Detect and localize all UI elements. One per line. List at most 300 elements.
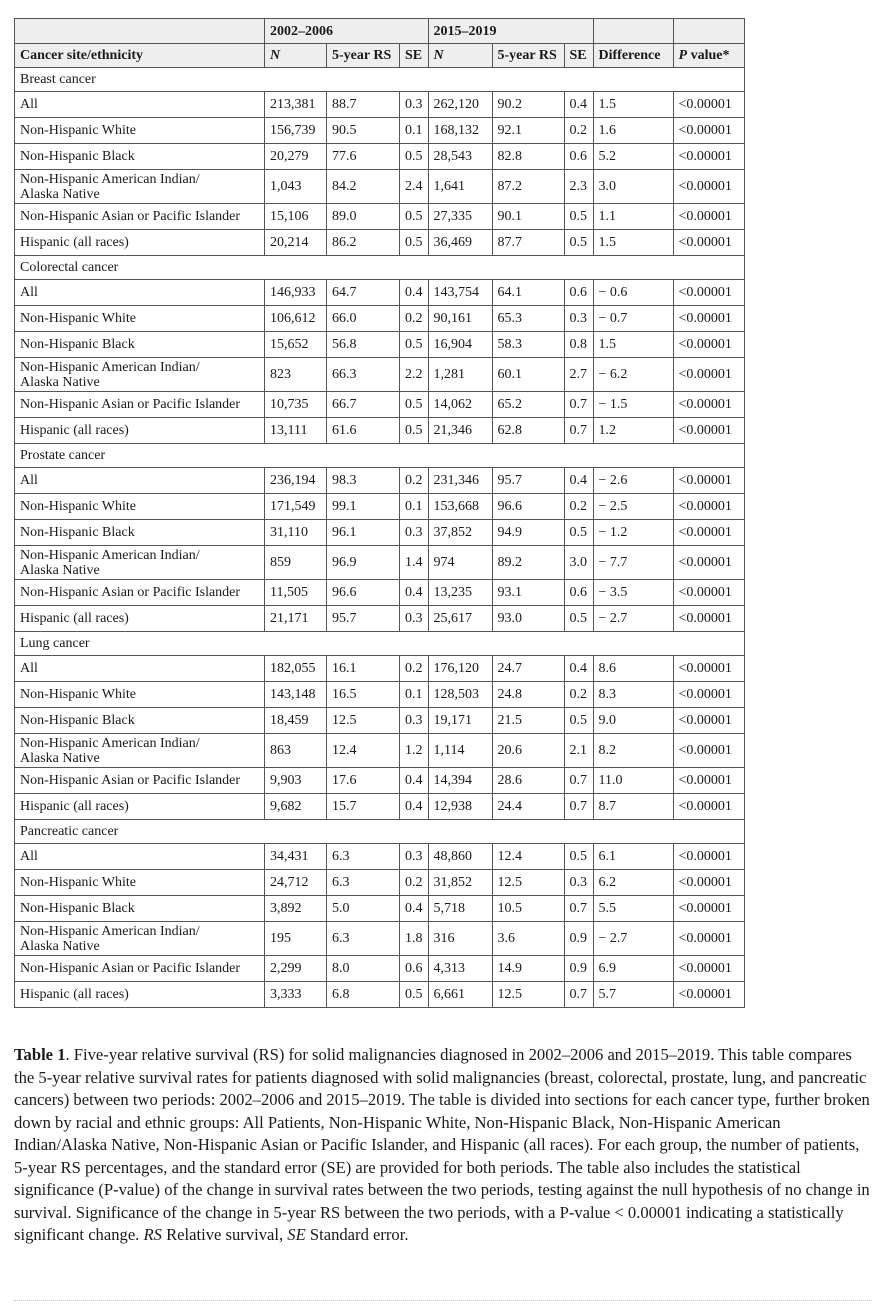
table-row — [15, 768, 745, 794]
cell-n2: 28,543 — [428, 144, 492, 170]
table-row — [15, 520, 745, 546]
cell-rs1: 66.3 — [327, 358, 400, 392]
cell-rs2: 28.6 — [492, 768, 564, 794]
header-period-2015-2019: 2015–2019 — [428, 19, 593, 44]
cell-se1: 1.4 — [400, 546, 429, 580]
header-site-ethnicity: Cancer site/ethnicity — [15, 44, 265, 68]
cell-p: <0.00001 — [673, 306, 744, 332]
row-label — [15, 656, 265, 682]
cell-p: <0.00001 — [673, 734, 744, 768]
row-label-line1: All — [20, 473, 38, 488]
cell-n1: 9,903 — [265, 768, 327, 794]
cell-rs1: 8.0 — [327, 956, 400, 982]
cell-se2: 0.8 — [564, 332, 593, 358]
cell-se1: 0.4 — [400, 768, 429, 794]
table-row — [15, 794, 745, 820]
header-n-period1: N — [265, 44, 327, 68]
row-label-line1: Hispanic (all races) — [20, 987, 129, 1002]
table-caption — [14, 1044, 872, 1247]
header-rs-period1: 5-year RS — [327, 44, 400, 68]
cell-n1: 18,459 — [265, 708, 327, 734]
row-label — [15, 682, 265, 708]
row-label-line1: Non-Hispanic White — [20, 687, 136, 702]
cell-rs2: 24.7 — [492, 656, 564, 682]
cell-se2: 0.6 — [564, 280, 593, 306]
table-row — [15, 170, 745, 204]
cell-se1: 1.2 — [400, 734, 429, 768]
row-label — [15, 982, 265, 1008]
row-label-line1: Non-Hispanic Black — [20, 713, 135, 728]
cell-rs1: 15.7 — [327, 794, 400, 820]
cell-rs1: 89.0 — [327, 204, 400, 230]
cell-diff: 11.0 — [593, 768, 673, 794]
table-row — [15, 418, 745, 444]
row-label — [15, 956, 265, 982]
cell-n1: 859 — [265, 546, 327, 580]
cell-rs1: 66.7 — [327, 392, 400, 418]
cell-se2: 0.5 — [564, 606, 593, 632]
cell-se1: 0.3 — [400, 708, 429, 734]
cell-n2: 19,171 — [428, 708, 492, 734]
table-row — [15, 494, 745, 520]
cell-se2: 0.5 — [564, 204, 593, 230]
cell-n1: 20,279 — [265, 144, 327, 170]
row-label-line1: Non-Hispanic White — [20, 311, 136, 326]
cell-diff: − 3.5 — [593, 580, 673, 606]
cell-rs1: 96.9 — [327, 546, 400, 580]
table-row — [15, 734, 745, 768]
cell-n1: 106,612 — [265, 306, 327, 332]
cell-se2: 0.4 — [564, 468, 593, 494]
cell-p: <0.00001 — [673, 546, 744, 580]
cell-n2: 128,503 — [428, 682, 492, 708]
cell-p: <0.00001 — [673, 144, 744, 170]
section-title: Prostate cancer — [15, 444, 745, 468]
cell-rs1: 90.5 — [327, 118, 400, 144]
cell-rs1: 12.5 — [327, 708, 400, 734]
cell-p: <0.00001 — [673, 870, 744, 896]
cell-rs2: 12.4 — [492, 844, 564, 870]
cell-rs2: 12.5 — [492, 870, 564, 896]
cell-n2: 1,641 — [428, 170, 492, 204]
cell-se1: 0.5 — [400, 144, 429, 170]
cell-diff: 8.6 — [593, 656, 673, 682]
row-label-line1: Non-Hispanic Asian or Pacific Islander — [20, 209, 241, 224]
cell-se2: 0.2 — [564, 118, 593, 144]
cell-se1: 0.4 — [400, 580, 429, 606]
table-row — [15, 280, 745, 306]
cell-rs2: 92.1 — [492, 118, 564, 144]
row-label-line1: Non-Hispanic Asian or Pacific Islander — [20, 397, 241, 412]
cell-n2: 12,938 — [428, 794, 492, 820]
cell-se2: 0.7 — [564, 418, 593, 444]
cell-rs2: 65.3 — [492, 306, 564, 332]
table-row — [15, 306, 745, 332]
cell-p: <0.00001 — [673, 708, 744, 734]
cell-rs2: 58.3 — [492, 332, 564, 358]
cell-se1: 0.4 — [400, 794, 429, 820]
cell-p: <0.00001 — [673, 768, 744, 794]
cell-se1: 0.3 — [400, 92, 429, 118]
cell-rs2: 10.5 — [492, 896, 564, 922]
cell-rs2: 21.5 — [492, 708, 564, 734]
cell-n1: 15,106 — [265, 204, 327, 230]
cell-n1: 3,333 — [265, 982, 327, 1008]
cell-n1: 31,110 — [265, 520, 327, 546]
row-label-line1: Non-Hispanic Asian or Pacific Islander — [20, 773, 241, 788]
cell-n2: 176,120 — [428, 656, 492, 682]
cell-rs2: 60.1 — [492, 358, 564, 392]
table-row — [15, 708, 745, 734]
cell-n2: 37,852 — [428, 520, 492, 546]
header-blank — [15, 19, 265, 44]
cell-se2: 0.9 — [564, 956, 593, 982]
cell-n2: 48,860 — [428, 844, 492, 870]
cell-n2: 25,617 — [428, 606, 492, 632]
header-difference: Difference — [593, 44, 673, 68]
cell-se1: 0.2 — [400, 870, 429, 896]
row-label — [15, 358, 265, 392]
cell-rs2: 24.8 — [492, 682, 564, 708]
cell-rs1: 77.6 — [327, 144, 400, 170]
cell-rs2: 20.6 — [492, 734, 564, 768]
cell-rs2: 90.1 — [492, 204, 564, 230]
cell-rs2: 95.7 — [492, 468, 564, 494]
cell-diff: − 2.6 — [593, 468, 673, 494]
cell-n2: 13,235 — [428, 580, 492, 606]
cell-n2: 27,335 — [428, 204, 492, 230]
row-label — [15, 794, 265, 820]
cell-se2: 2.1 — [564, 734, 593, 768]
cell-se2: 0.4 — [564, 656, 593, 682]
row-label-line2: Alaska Native — [20, 938, 100, 954]
cell-p: <0.00001 — [673, 656, 744, 682]
cell-p: <0.00001 — [673, 468, 744, 494]
cell-diff: 1.5 — [593, 92, 673, 118]
cell-p: <0.00001 — [673, 580, 744, 606]
header-n-period2: N — [428, 44, 492, 68]
cell-diff: 6.9 — [593, 956, 673, 982]
cell-se1: 0.6 — [400, 956, 429, 982]
cell-n1: 863 — [265, 734, 327, 768]
cell-n1: 171,549 — [265, 494, 327, 520]
cell-se1: 0.3 — [400, 844, 429, 870]
cell-rs1: 61.6 — [327, 418, 400, 444]
cell-n2: 36,469 — [428, 230, 492, 256]
cell-n1: 2,299 — [265, 956, 327, 982]
row-label — [15, 170, 265, 204]
cell-rs1: 16.5 — [327, 682, 400, 708]
row-label-line1: Non-Hispanic Asian or Pacific Islander — [20, 961, 241, 976]
cell-n1: 1,043 — [265, 170, 327, 204]
header-p-italic: P — [678, 48, 688, 63]
row-label — [15, 606, 265, 632]
table-row — [15, 332, 745, 358]
cell-se1: 0.2 — [400, 656, 429, 682]
cell-se1: 1.8 — [400, 922, 429, 956]
cell-rs2: 62.8 — [492, 418, 564, 444]
cell-diff: − 6.2 — [593, 358, 673, 392]
cell-p: <0.00001 — [673, 230, 744, 256]
cell-n1: 156,739 — [265, 118, 327, 144]
table-row — [15, 896, 745, 922]
cell-n1: 13,111 — [265, 418, 327, 444]
cell-rs2: 82.8 — [492, 144, 564, 170]
cell-n2: 21,346 — [428, 418, 492, 444]
cell-se1: 0.2 — [400, 468, 429, 494]
caption-text: Five-year relative survival (RS) for solid malignancies diagnosed in 2002–2006 and 2015–2019. This table compares the 5-year relative survival rates for patients diagnosed with solid malignancies (breast, colorectal, prostate, lung, and pancreatic cancers) between two periods: 2002–2006 and 2015–2019. The table is divided into sections for each cancer type, further broken down by racial and ethnic groups: All Patients, Non-Hispanic White, Non-Hispanic Black, Non-Hispanic American Indian/Alaska Native, Non-Hispanic Asian or Pacific Islander, and Hispanic (all races). For each group, the number of patients, 5-year RS percentages, and the standard error (SE) are provided for both periods. The table also includes the statistical significance (P-value) of the change in survival rates between the two periods, testing against the null hypothesis of no change in survival. Significance of the change in 5-year RS between the two periods, with a P-value < 0.00001 indicating a statistically significant change. — [14, 1045, 870, 1244]
section-row — [15, 632, 745, 656]
cell-p: <0.00001 — [673, 682, 744, 708]
cell-diff: 6.2 — [593, 870, 673, 896]
cell-n2: 1,281 — [428, 358, 492, 392]
row-label-line1: Non-Hispanic American Indian/ — [20, 547, 200, 563]
cell-se2: 0.3 — [564, 306, 593, 332]
cell-se1: 0.2 — [400, 306, 429, 332]
cell-n2: 262,120 — [428, 92, 492, 118]
row-label-line1: Hispanic (all races) — [20, 423, 129, 438]
cell-n2: 16,904 — [428, 332, 492, 358]
caption-sep: . — [65, 1045, 74, 1064]
cell-se2: 3.0 — [564, 546, 593, 580]
cell-p: <0.00001 — [673, 896, 744, 922]
row-label-line1: Non-Hispanic White — [20, 499, 136, 514]
cell-se1: 0.3 — [400, 606, 429, 632]
row-label-line1: Non-Hispanic Black — [20, 149, 135, 164]
row-label — [15, 494, 265, 520]
row-label — [15, 118, 265, 144]
cell-se2: 0.6 — [564, 580, 593, 606]
row-label — [15, 204, 265, 230]
cell-se1: 2.2 — [400, 358, 429, 392]
cell-rs2: 93.1 — [492, 580, 564, 606]
cell-diff: − 1.2 — [593, 520, 673, 546]
row-label-line2: Alaska Native — [20, 562, 100, 578]
cell-p: <0.00001 — [673, 956, 744, 982]
cell-se2: 0.5 — [564, 708, 593, 734]
cell-diff: 5.5 — [593, 896, 673, 922]
cell-rs1: 17.6 — [327, 768, 400, 794]
cell-n2: 5,718 — [428, 896, 492, 922]
cell-rs1: 99.1 — [327, 494, 400, 520]
table-row — [15, 982, 745, 1008]
cell-diff: 1.5 — [593, 230, 673, 256]
cell-rs1: 6.3 — [327, 922, 400, 956]
cell-diff: − 2.5 — [593, 494, 673, 520]
row-label-line1: Hispanic (all races) — [20, 235, 129, 250]
cell-se2: 2.7 — [564, 358, 593, 392]
cell-diff: 1.1 — [593, 204, 673, 230]
cell-n1: 15,652 — [265, 332, 327, 358]
section-row — [15, 256, 745, 280]
section-row — [15, 820, 745, 844]
cell-n1: 24,712 — [265, 870, 327, 896]
row-label-line1: Non-Hispanic Black — [20, 901, 135, 916]
cell-rs1: 96.1 — [327, 520, 400, 546]
cell-diff: − 2.7 — [593, 606, 673, 632]
cell-p: <0.00001 — [673, 118, 744, 144]
cell-p: <0.00001 — [673, 982, 744, 1008]
cell-rs2: 87.2 — [492, 170, 564, 204]
cell-n2: 974 — [428, 546, 492, 580]
cell-diff: − 2.7 — [593, 922, 673, 956]
row-label — [15, 708, 265, 734]
table-header — [15, 19, 745, 68]
cell-n1: 20,214 — [265, 230, 327, 256]
cell-n2: 14,394 — [428, 768, 492, 794]
cell-diff: − 7.7 — [593, 546, 673, 580]
cell-rs2: 90.2 — [492, 92, 564, 118]
cell-rs1: 66.0 — [327, 306, 400, 332]
cell-n1: 3,892 — [265, 896, 327, 922]
table-row — [15, 606, 745, 632]
row-label — [15, 546, 265, 580]
cell-rs1: 12.4 — [327, 734, 400, 768]
cell-p: <0.00001 — [673, 922, 744, 956]
cell-se2: 0.7 — [564, 768, 593, 794]
table-row — [15, 358, 745, 392]
cell-rs2: 14.9 — [492, 956, 564, 982]
row-label-line1: Non-Hispanic White — [20, 875, 136, 890]
row-label-line1: Non-Hispanic American Indian/ — [20, 735, 200, 751]
cell-diff: 1.2 — [593, 418, 673, 444]
cell-n1: 182,055 — [265, 656, 327, 682]
cell-p: <0.00001 — [673, 332, 744, 358]
caption-label: Table 1 — [14, 1045, 66, 1064]
cell-n2: 231,346 — [428, 468, 492, 494]
header-rs-period2: 5-year RS — [492, 44, 564, 68]
cell-n2: 316 — [428, 922, 492, 956]
cell-rs2: 94.9 — [492, 520, 564, 546]
cell-rs1: 5.0 — [327, 896, 400, 922]
header-blank — [673, 19, 744, 44]
cell-p: <0.00001 — [673, 794, 744, 820]
row-label-line2: Alaska Native — [20, 186, 100, 202]
row-label-line1: All — [20, 97, 38, 112]
cell-se1: 2.4 — [400, 170, 429, 204]
cell-se2: 0.9 — [564, 922, 593, 956]
cell-rs1: 6.3 — [327, 870, 400, 896]
cell-diff: − 0.6 — [593, 280, 673, 306]
table-row — [15, 144, 745, 170]
cell-p: <0.00001 — [673, 280, 744, 306]
cell-p: <0.00001 — [673, 606, 744, 632]
row-label-line1: Non-Hispanic American Indian/ — [20, 359, 200, 375]
cell-p: <0.00001 — [673, 204, 744, 230]
cell-n1: 143,148 — [265, 682, 327, 708]
header-period-2002-2006: 2002–2006 — [265, 19, 429, 44]
caption-abbr-rs: RS — [143, 1225, 162, 1244]
cell-n2: 1,114 — [428, 734, 492, 768]
cell-diff: − 0.7 — [593, 306, 673, 332]
cell-rs2: 89.2 — [492, 546, 564, 580]
cell-p: <0.00001 — [673, 358, 744, 392]
cell-se1: 0.5 — [400, 982, 429, 1008]
cell-diff: 8.3 — [593, 682, 673, 708]
table-row — [15, 546, 745, 580]
table-row — [15, 580, 745, 606]
row-label — [15, 922, 265, 956]
cell-p: <0.00001 — [673, 844, 744, 870]
cell-se1: 0.3 — [400, 520, 429, 546]
row-label-line1: Hispanic (all races) — [20, 611, 129, 626]
row-label — [15, 896, 265, 922]
row-label-line1: Non-Hispanic American Indian/ — [20, 171, 200, 187]
cell-rs1: 56.8 — [327, 332, 400, 358]
cell-se2: 0.7 — [564, 794, 593, 820]
cell-rs1: 88.7 — [327, 92, 400, 118]
row-label — [15, 230, 265, 256]
row-label-line1: All — [20, 849, 38, 864]
row-label-line1: Non-Hispanic Black — [20, 337, 135, 352]
row-label — [15, 92, 265, 118]
cell-se2: 0.5 — [564, 844, 593, 870]
cell-se2: 2.3 — [564, 170, 593, 204]
caption-abbr-rs-def: Relative survival, — [161, 1225, 288, 1244]
cell-se1: 0.5 — [400, 204, 429, 230]
page-divider — [14, 1300, 872, 1301]
cell-p: <0.00001 — [673, 170, 744, 204]
cell-se2: 0.6 — [564, 144, 593, 170]
section-title: Pancreatic cancer — [15, 820, 745, 844]
cell-n1: 195 — [265, 922, 327, 956]
cell-se1: 0.5 — [400, 230, 429, 256]
table-row — [15, 870, 745, 896]
header-blank — [593, 19, 673, 44]
row-label-line1: Non-Hispanic Asian or Pacific Islander — [20, 585, 241, 600]
cell-rs2: 24.4 — [492, 794, 564, 820]
cell-se2: 0.5 — [564, 230, 593, 256]
cell-p: <0.00001 — [673, 92, 744, 118]
cell-se2: 0.3 — [564, 870, 593, 896]
table-row — [15, 956, 745, 982]
cell-diff: − 1.5 — [593, 392, 673, 418]
cell-n2: 4,313 — [428, 956, 492, 982]
table-row — [15, 656, 745, 682]
cell-rs2: 93.0 — [492, 606, 564, 632]
table-row — [15, 844, 745, 870]
row-label — [15, 280, 265, 306]
table-row — [15, 392, 745, 418]
cell-se1: 0.5 — [400, 392, 429, 418]
cell-rs1: 6.8 — [327, 982, 400, 1008]
row-label — [15, 768, 265, 794]
section-title: Colorectal cancer — [15, 256, 745, 280]
table-row — [15, 468, 745, 494]
cell-n2: 6,661 — [428, 982, 492, 1008]
cell-p: <0.00001 — [673, 392, 744, 418]
cell-rs1: 64.7 — [327, 280, 400, 306]
cell-rs1: 16.1 — [327, 656, 400, 682]
row-label — [15, 580, 265, 606]
cell-n1: 11,505 — [265, 580, 327, 606]
cell-rs2: 87.7 — [492, 230, 564, 256]
row-label — [15, 306, 265, 332]
cell-n1: 21,171 — [265, 606, 327, 632]
cell-p: <0.00001 — [673, 494, 744, 520]
cell-se2: 0.5 — [564, 520, 593, 546]
cell-diff: 5.2 — [593, 144, 673, 170]
cell-rs1: 86.2 — [327, 230, 400, 256]
cell-se1: 0.5 — [400, 332, 429, 358]
cell-se2: 0.2 — [564, 682, 593, 708]
row-label-line1: Hispanic (all races) — [20, 799, 129, 814]
cell-rs1: 84.2 — [327, 170, 400, 204]
row-label — [15, 144, 265, 170]
cell-se1: 0.4 — [400, 896, 429, 922]
cell-diff: 8.7 — [593, 794, 673, 820]
row-label-line1: All — [20, 285, 38, 300]
